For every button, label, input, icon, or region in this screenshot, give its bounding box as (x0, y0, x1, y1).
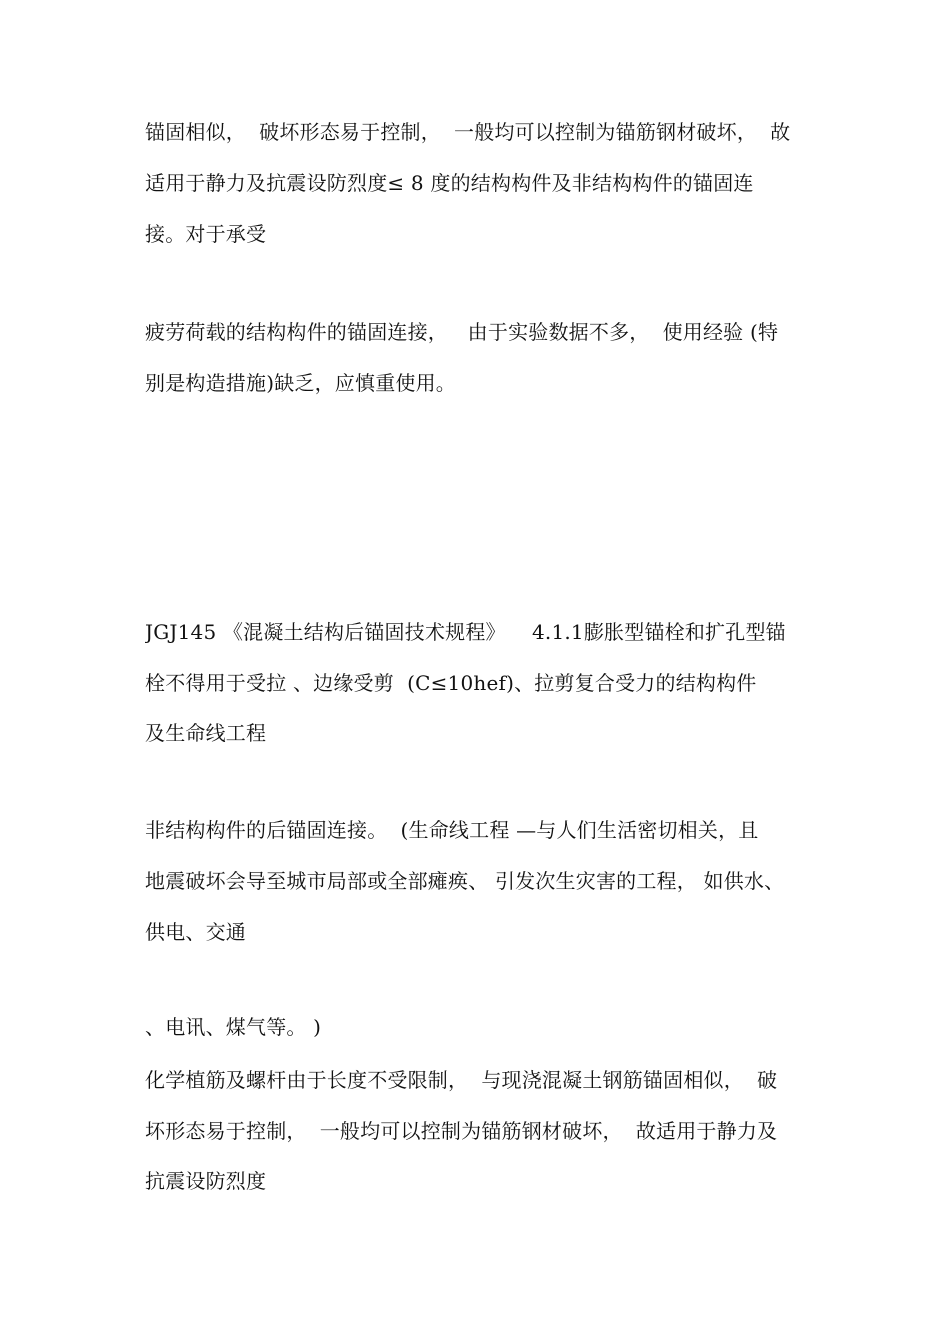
text-line: 别是构造措施)缺乏，应慎重使用。 (145, 371, 457, 395)
text-line: 化学植筋及螺杆由于长度不受限制， 与现浇混凝土钢筋锚固相似， 破 (145, 1068, 778, 1092)
text-line: 锚固相似， 破坏形态易于控制， 一般均可以控制为锚筋钢材破坏， 故 (145, 120, 791, 144)
text-line: 疲劳荷载的结构构件的锚固连接， 由于实验数据不多， 使用经验 (特 (145, 320, 779, 344)
text-line: 抗震设防烈度 (145, 1169, 267, 1193)
text-line: 非结构构件的后锚固连接。 (生命线工程 —与人们生活密切相关，且 (145, 818, 759, 842)
text-line: 及生命线工程 (145, 721, 267, 745)
text-line: 栓不得用于受拉 、边缘受剪 (C≤10hef)、拉剪复合受力的结构构件 (145, 671, 757, 695)
text-line: 、电讯、煤气等。 ) (145, 1015, 322, 1039)
text-line: 坏形态易于控制， 一般均可以控制为锚筋钢材破坏， 故适用于静力及 (145, 1119, 778, 1143)
text-line: 适用于静力及抗震设防烈度≤ 8 度的结构构件及非结构构件的锚固连 (145, 171, 754, 195)
text-line: 地震破坏会导至城市局部或全部瘫痪、 引发次生灾害的工程， 如供水、 (145, 869, 785, 893)
text-line: 接。对于承受 (145, 222, 267, 246)
text-line: JGJ145 《混凝土结构后锚固技术规程》 4.1.1膨胀型锚栓和扩孔型锚 (145, 620, 786, 644)
text-line: 供电、交通 (145, 920, 246, 944)
